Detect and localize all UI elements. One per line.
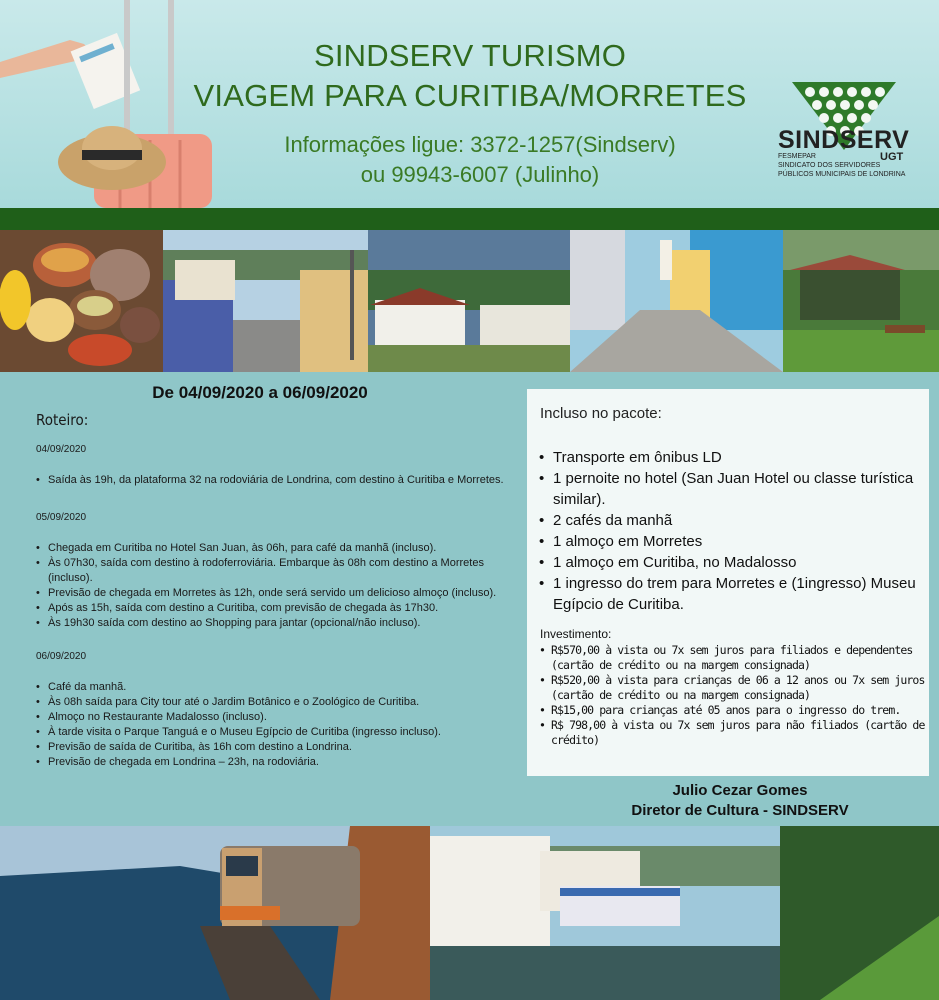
bottom-photo-strip xyxy=(0,826,939,1000)
contact-line-2: ou 99943-6007 (Julinho) xyxy=(360,162,600,187)
contact-line-1: Informações ligue: 3372-1257(Sindserv) xyxy=(284,132,676,157)
list-item: • 1 pernoite no hotel (San Juan Hotel ou classe turística similar). xyxy=(539,468,923,510)
package-box xyxy=(527,389,929,776)
package-items-list xyxy=(539,447,923,615)
list-item: • 1 ingresso do trem para Morretes e (1ingresso) Museu Egípcio de Curitiba. xyxy=(539,573,923,615)
day-items-list xyxy=(36,541,516,631)
day-items-list xyxy=(36,680,516,770)
signature-name: Julio Cezar Gomes xyxy=(672,782,808,799)
photo-street-houses xyxy=(163,230,368,372)
list-item: • Café da manhã. xyxy=(36,680,516,695)
list-item: • Após as 15h, saída com destino a Curitiba, com previsão de chegada às 17h30. xyxy=(36,601,516,616)
logo-subtitle-line-2: PÚBLICOS MUNICIPAIS DE LONDRINA xyxy=(778,171,906,178)
list-item: • 1 almoço em Morretes xyxy=(539,531,923,552)
list-item: • Às 08h saída para City tour até o Jardim Botânico e o Zoológico de Curitiba. xyxy=(36,695,516,710)
list-item: • Previsão de chegada em Londrina – 23h, na rodoviária. xyxy=(36,755,516,770)
investment-list xyxy=(539,643,925,748)
list-item: • À tarde visita o Parque Tanguá e o Museu Egípcio de Curitiba (ingresso incluso). xyxy=(36,725,516,740)
day-date: 05/09/2020 xyxy=(36,512,87,523)
signature-role: Diretor de Cultura - SINDSERV xyxy=(631,802,849,819)
list-item: • R$15,00 para crianças até 05 anos para o ingresso do trem. xyxy=(539,703,925,718)
package-heading: Incluso no pacote: xyxy=(540,405,662,422)
photo-food xyxy=(0,230,163,372)
photo-riverside-town xyxy=(430,826,939,1000)
list-item: • Previsão de chegada em Morretes às 12h, onde será servido um delicioso almoço (incluso). xyxy=(36,586,516,601)
logo-ugt: UGT xyxy=(880,151,904,163)
page-title xyxy=(150,36,790,116)
logo-fesmepar: FESMEPAR xyxy=(778,153,816,160)
list-item: • Às 07h30, saída com destino à rodoferroviária. Embarque às 08h com destino a Morretes (incluso). xyxy=(36,556,516,586)
logo-wordmark: SINDSERV xyxy=(778,126,910,154)
investment-heading: Investimento: xyxy=(540,627,612,641)
day-date: 04/09/2020 xyxy=(36,444,87,455)
photo-gazebo-park xyxy=(783,230,939,372)
photo-colorful-street xyxy=(570,230,783,372)
itinerary-heading: Roteiro: xyxy=(36,411,89,429)
list-item: • R$570,00 à vista ou 7x sem juros para filiados e dependentes (cartão de crédito ou na margem consignada) xyxy=(539,643,925,673)
photo-strip xyxy=(0,230,939,372)
day-date: 06/09/2020 xyxy=(36,651,87,662)
signature-block xyxy=(560,781,920,821)
title-line-1: SINDSERV TURISMO xyxy=(313,38,627,73)
list-item: • Chegada em Curitiba no Hotel San Juan, às 06h, para café da manhã (incluso). xyxy=(36,541,516,556)
day-items-list xyxy=(36,473,516,488)
logo-subtitle-line-1: SINDICATO DOS SERVIDORES xyxy=(778,162,881,169)
list-item: • Transporte em ônibus LD xyxy=(539,447,923,468)
list-item: • R$ 798,00 à vista ou 7x sem juros para não filiados (cartão de crédito) xyxy=(539,718,925,748)
list-item: • 2 cafés da manhã xyxy=(539,510,923,531)
green-divider-band xyxy=(0,208,939,230)
trip-dates: De 04/09/2020 a 06/09/2020 xyxy=(152,383,368,402)
header-banner xyxy=(0,0,939,208)
list-item: • Às 19h30 saída com destino ao Shopping para jantar (opcional/não incluso). xyxy=(36,616,516,631)
list-item: • Previsão de saída de Curitiba, às 16h com destino a Londrina. xyxy=(36,740,516,755)
list-item: • 1 almoço em Curitiba, no Madalosso xyxy=(539,552,923,573)
title-line-2: VIAGEM PARA CURITIBA/MORRETES xyxy=(193,78,747,113)
itinerary-section xyxy=(36,413,516,770)
list-item: • Almoço no Restaurante Madalosso (incluso). xyxy=(36,710,516,725)
list-item: • Saída às 19h, da plataforma 32 na rodoviária de Londrina, com destino à Curitiba e Morretes. xyxy=(36,473,516,488)
contact-info xyxy=(200,130,760,190)
photo-train-bridge xyxy=(0,826,430,1000)
list-item: • R$520,00 à vista para crianças de 06 a 12 anos ou 7x sem juros (cartão de crédito ou na margem consignada) xyxy=(539,673,925,703)
photo-colonial-square xyxy=(368,230,570,372)
